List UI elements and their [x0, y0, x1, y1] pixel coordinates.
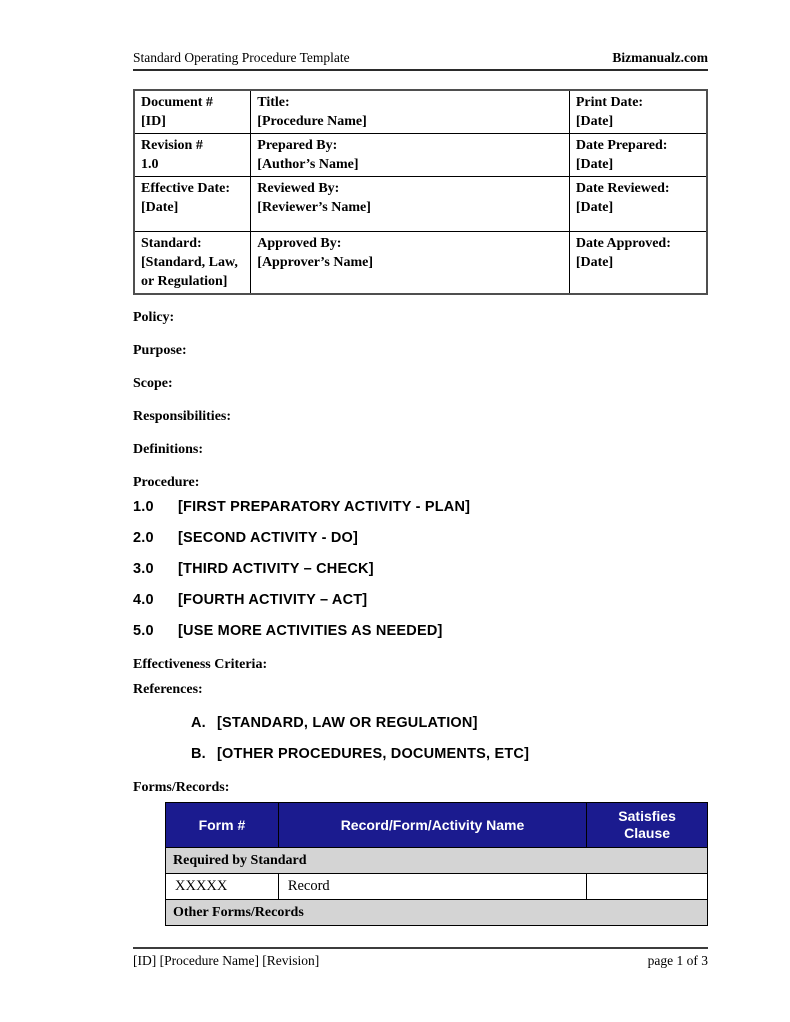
section-heading-responsibilities: Responsibilities:: [133, 409, 232, 424]
cell-value: [Date]: [141, 200, 179, 215]
section-heading-effectiveness-criteria: Effectiveness Criteria:: [133, 657, 268, 672]
info-cell-standard: [134, 232, 251, 295]
page-content: [133, 50, 708, 926]
info-cell-print-date: [569, 90, 707, 134]
cell-label: Revision #: [141, 138, 203, 153]
procedure-step-2: [133, 530, 708, 546]
info-row-standard: [134, 232, 707, 295]
forms-section-row-required: [166, 848, 708, 874]
section-row-label: Other Forms/Records: [166, 900, 708, 926]
cell-label: Standard:: [141, 236, 202, 251]
column-header-record-name: Record/Form/Activity Name: [278, 803, 586, 848]
cell-label: Title:: [257, 95, 290, 110]
cell-value: [Reviewer’s Name]: [257, 200, 371, 215]
info-cell-date-prepared: [569, 134, 707, 177]
info-cell-title: [251, 90, 570, 134]
section-heading-forms-records: Forms/Records:: [133, 780, 230, 795]
section-row-label: Required by Standard: [166, 848, 708, 874]
reference-item-b: [191, 746, 708, 762]
cell-value: [Date]: [575, 255, 614, 270]
cell-value: 1.0: [141, 157, 159, 172]
section-heading-procedure: Procedure:: [133, 475, 200, 490]
reference-text: [STANDARD, LAW OR REGULATION]: [217, 715, 478, 731]
step-number: 1.0: [133, 499, 154, 515]
cell-value: [Standard, Law, or Regulation]: [141, 255, 238, 289]
step-text: [SECOND ACTIVITY - DO]: [178, 530, 359, 546]
cell-label: Effective Date:: [141, 181, 231, 196]
section-heading-policy: Policy:: [133, 310, 175, 325]
cell-label: Date Reviewed:: [575, 181, 670, 196]
info-cell-effective-date: [134, 177, 251, 232]
cell-value: [Date]: [575, 200, 614, 215]
info-row-revision: [134, 134, 707, 177]
cell-value: [Procedure Name]: [257, 114, 367, 129]
cell-label: Date Approved:: [575, 236, 671, 251]
reference-item-a: [191, 715, 708, 731]
cell-value: [Approver’s Name]: [257, 255, 374, 270]
info-cell-date-reviewed: [569, 177, 707, 232]
cell-label: Document #: [141, 95, 213, 110]
section-heading-references: References:: [133, 682, 203, 697]
info-cell-revision: [134, 134, 251, 177]
running-footer: [133, 947, 708, 969]
column-header-satisfies-clause: Satisfies Clause: [587, 803, 708, 848]
cell-value: [ID]: [141, 114, 166, 129]
info-row-effective: [134, 177, 707, 232]
section-heading-definitions: Definitions:: [133, 442, 203, 457]
forms-section-row-other: [166, 900, 708, 926]
step-text: [FIRST PREPARATORY ACTIVITY - PLAN]: [178, 499, 471, 515]
procedure-step-4: [133, 592, 708, 608]
column-header-form-number: Form #: [166, 803, 279, 848]
step-number: 4.0: [133, 592, 154, 608]
step-number: 5.0: [133, 623, 154, 639]
header-title: Standard Operating Procedure Template: [133, 50, 350, 65]
cell-satisfies-clause: [587, 874, 708, 900]
cell-label: Reviewed By:: [257, 181, 340, 196]
reference-letter: B.: [191, 746, 206, 762]
procedure-step-5: [133, 623, 708, 639]
step-text: [USE MORE ACTIVITIES AS NEEDED]: [178, 623, 443, 639]
cell-label: Prepared By:: [257, 138, 338, 153]
header-brand: Bizmanualz.com: [612, 50, 708, 65]
info-cell-prepared-by: [251, 134, 570, 177]
cell-record-name: Record: [278, 874, 586, 900]
reference-letter: A.: [191, 715, 206, 731]
cell-form-number: XXXXX: [166, 874, 279, 900]
step-number: 2.0: [133, 530, 154, 546]
cell-label: Print Date:: [575, 95, 644, 110]
footer-document-id: [ID] [Procedure Name] [Revision]: [133, 953, 320, 968]
procedure-step-3: [133, 561, 708, 577]
cell-value: [Date]: [575, 157, 614, 172]
cell-label: Approved By:: [257, 236, 342, 251]
info-cell-approved-by: [251, 232, 570, 295]
forms-data-row: [166, 874, 708, 900]
cell-value: [Author’s Name]: [257, 157, 359, 172]
info-cell-reviewed-by: [251, 177, 570, 232]
info-row-document: [134, 90, 707, 134]
forms-records-table: [165, 802, 708, 926]
section-heading-scope: Scope:: [133, 376, 173, 391]
step-number: 3.0: [133, 561, 154, 577]
step-text: [THIRD ACTIVITY – CHECK]: [178, 561, 374, 577]
procedure-step-1: [133, 499, 708, 515]
section-heading-purpose: Purpose:: [133, 343, 187, 358]
info-cell-date-approved: [569, 232, 707, 295]
running-header: [133, 50, 708, 71]
cell-label: Date Prepared:: [575, 138, 668, 153]
reference-text: [OTHER PROCEDURES, DOCUMENTS, ETC]: [217, 746, 530, 762]
cell-value: [Date]: [575, 114, 614, 129]
info-cell-document-number: [134, 90, 251, 134]
footer-page-number: page 1 of 3: [647, 953, 708, 968]
document-info-table: [133, 89, 708, 295]
forms-table-header-row: [166, 803, 708, 848]
step-text: [FOURTH ACTIVITY – ACT]: [178, 592, 368, 608]
